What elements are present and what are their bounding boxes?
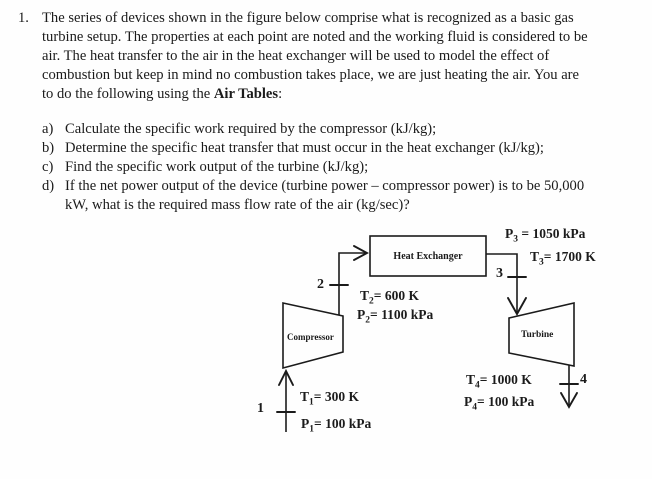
state4-temperature-label xyxy=(466,372,532,391)
t1-subscript: 1 xyxy=(309,397,314,408)
p4-subscript: 4 xyxy=(472,402,477,413)
problem-line-5 xyxy=(42,85,282,104)
p3-subscript: 3 xyxy=(513,234,518,245)
p1-value: = 100 kPa xyxy=(314,416,372,431)
t4-subscript: 4 xyxy=(475,380,480,391)
state1-number: 1 xyxy=(257,401,264,416)
state1-pressure-label xyxy=(301,416,372,435)
t1-symbol: T xyxy=(300,389,310,404)
turbine-label: Turbine xyxy=(521,330,554,340)
state4-pressure-label xyxy=(464,394,535,413)
t4-symbol: T xyxy=(466,372,476,387)
t2-value: = 600 K xyxy=(373,288,419,303)
item-d-text-line-2: kW, what is the required mass flow rate of the air (kg/sec)? xyxy=(65,197,410,213)
item-c-text: Find the specific work output of the turbine (kJ/kg); xyxy=(65,159,369,175)
item-c-letter: c) xyxy=(42,159,54,175)
problem-line-4: combustion but keep in mind no combustion takes place, we are just heating the air. You are xyxy=(42,67,580,83)
t3-symbol: T xyxy=(530,249,540,264)
state3-temperature-label xyxy=(530,249,596,268)
line5-suffix: : xyxy=(278,86,283,102)
p2-symbol: P xyxy=(357,307,366,322)
t3-subscript: 3 xyxy=(539,257,544,268)
state2-pressure-label xyxy=(357,307,434,326)
state2-number: 2 xyxy=(317,277,324,292)
item-a-text: Calculate the specific work required by the compressor (kJ/kg); xyxy=(65,121,437,137)
line5-air-tables: Air Tables xyxy=(213,86,279,102)
t4-value: = 1000 K xyxy=(479,372,532,387)
p2-value: = 1100 kPa xyxy=(370,307,434,322)
problem-line-2: turbine setup. The properties at each point are noted and the working fluid is considered to be xyxy=(42,29,588,45)
item-b-text: Determine the specific heat transfer that must occur in the heat exchanger (kJ/kg); xyxy=(65,140,544,156)
state1-temperature-label xyxy=(300,389,359,408)
t1-value: = 300 K xyxy=(313,389,359,404)
heat-exchanger-label: Heat Exchanger xyxy=(393,250,463,262)
t3-value: = 1700 K xyxy=(543,249,596,264)
problem-number: 1. xyxy=(18,10,29,26)
p4-symbol: P xyxy=(464,394,473,409)
p4-value: = 100 kPa xyxy=(477,394,535,409)
p1-subscript: 1 xyxy=(309,424,314,435)
state2-temperature-label xyxy=(360,288,419,307)
item-b-letter: b) xyxy=(42,140,55,156)
item-a-letter: a) xyxy=(42,121,54,137)
state3-pressure-label xyxy=(505,226,586,245)
p2-subscript: 2 xyxy=(365,315,370,326)
compressor-label: Compressor xyxy=(287,332,334,342)
problem-line-3: air. The heat transfer to the air in the heat exchanger will be used to model the effect of xyxy=(42,48,550,64)
t2-symbol: T xyxy=(360,288,370,303)
state3-number: 3 xyxy=(496,266,503,281)
p3-symbol: P xyxy=(505,226,514,241)
compressor-to-hx-line xyxy=(339,253,366,315)
state4-number: 4 xyxy=(580,372,587,387)
p1-symbol: P xyxy=(301,416,310,431)
t2-subscript: 2 xyxy=(369,296,374,307)
p3-value: = 1050 kPa xyxy=(518,226,586,241)
item-d-letter: d) xyxy=(42,178,55,194)
line5-prefix: to do the following using the xyxy=(42,86,214,102)
item-d-text-line-1: If the net power output of the device (turbine power – compressor power) is to be 50,000 xyxy=(65,178,585,194)
problem-line-1: The series of devices shown in the figure below comprise what is recognized as a basic gas xyxy=(42,10,574,26)
